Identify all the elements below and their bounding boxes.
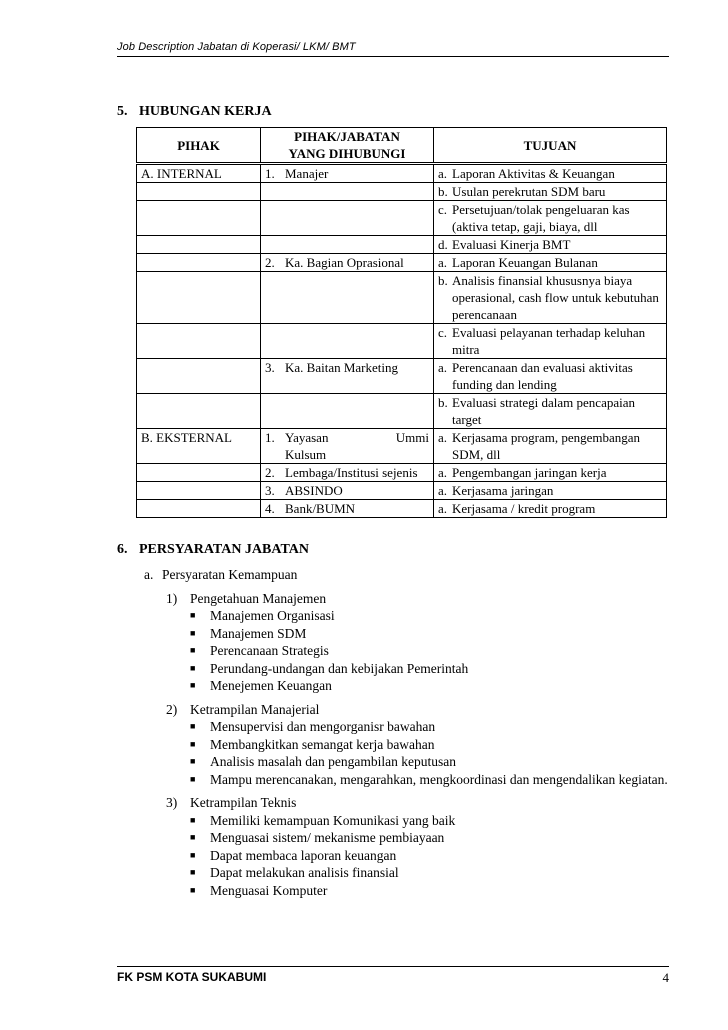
cell-jabatan [261, 254, 434, 272]
cell-tujuan [434, 254, 667, 272]
square-bullet-icon: ■ [190, 867, 196, 877]
tujuan-text: Kerjasama jaringan [452, 483, 554, 498]
table-row [137, 201, 667, 236]
tujuan-item [438, 464, 662, 481]
cell-pihak [137, 482, 261, 500]
group-marker: 1) [166, 590, 178, 606]
tujuan-item [438, 254, 662, 271]
requirement-text: Perencanaan Strategis [210, 643, 329, 658]
table-row [137, 394, 667, 429]
group-marker: 2) [166, 701, 178, 717]
cell-pihak [137, 324, 261, 359]
jabatan-item [265, 165, 429, 182]
requirement-item [190, 771, 669, 789]
cell-tujuan [434, 482, 667, 500]
group-label: Ketrampilan Teknis [190, 795, 297, 810]
cell-pihak [137, 500, 261, 518]
requirement-subsection [144, 566, 669, 584]
table-row [137, 236, 667, 254]
square-bullet-icon: ■ [190, 773, 196, 784]
relations-table [136, 127, 667, 518]
tujuan-item [438, 236, 662, 253]
requirement-group [166, 590, 669, 695]
requirement-text: Perundang-undangan dan kebijakan Pemerintah [210, 660, 469, 676]
tujuan-item [438, 359, 662, 393]
group-title [166, 701, 669, 719]
col-header-pihak: PIHAK [137, 128, 261, 164]
table-row [137, 482, 667, 500]
tujuan-marker: a. [438, 430, 448, 445]
tujuan-text: Evaluasi Kinerja BMT [452, 237, 571, 252]
table-row [137, 500, 667, 518]
tujuan-text: Laporan Aktivitas & Keuangan [452, 166, 615, 181]
cell-jabatan [261, 272, 434, 324]
tujuan-item [438, 324, 662, 358]
requirement-item [190, 677, 669, 695]
tujuan-item [438, 500, 662, 517]
tujuan-marker: a. [438, 255, 448, 270]
table-row [137, 429, 667, 464]
table-row [137, 359, 667, 394]
tujuan-text: Persetujuan/tolak pengeluaran kas (aktiva tetap, gaji, biaya, dll [452, 202, 630, 234]
square-bullet-icon: ■ [190, 662, 196, 673]
jabatan-line: Kulsum [285, 447, 327, 462]
section-5-title [117, 104, 272, 120]
cell-tujuan [434, 500, 667, 518]
square-bullet-icon: ■ [190, 627, 196, 638]
requirement-text: Menguasai Komputer [210, 882, 328, 898]
tujuan-text: Usulan perekrutan SDM baru [452, 184, 606, 199]
requirement-item [190, 718, 669, 736]
cell-pihak [137, 183, 261, 201]
tujuan-marker: a. [438, 501, 448, 516]
table-row [137, 183, 667, 201]
cell-tujuan [434, 464, 667, 482]
jabatan-text: Manajer [285, 166, 329, 181]
requirement-text: Membangkitkan semangat kerja bawahan [210, 736, 435, 752]
tujuan-text: Perencanaan dan evaluasi aktivitas funding dan lending [452, 360, 633, 392]
section-5-number: 5. [117, 104, 128, 119]
tujuan-item [438, 165, 662, 182]
cell-pihak [137, 254, 261, 272]
requirement-item [190, 642, 669, 660]
square-bullet-icon: ■ [190, 832, 196, 842]
group-label: Pengetahuan Manajemen [190, 590, 327, 606]
tujuan-text: Pengembangan jaringan kerja [452, 465, 607, 480]
col-header-tujuan: TUJUAN [434, 128, 667, 164]
requirement-text: Dapat membaca laporan keuangan [210, 847, 397, 863]
cell-jabatan [261, 324, 434, 359]
jabatan-item [265, 254, 429, 271]
requirement-text: Menguasai sistem/ mekanisme pembiayaan [210, 830, 445, 845]
header-rule [117, 56, 669, 57]
jabatan-item [265, 359, 429, 376]
square-bullet-icon: ■ [190, 610, 196, 620]
cell-tujuan [434, 324, 667, 359]
table-row [137, 164, 667, 183]
cell-tujuan [434, 359, 667, 394]
jabatan-text: Bank/BUMN [285, 501, 356, 516]
group-label: Ketrampilan Manajerial [190, 701, 320, 717]
group-title [166, 590, 669, 608]
tujuan-item [438, 272, 662, 323]
cell-tujuan [434, 164, 667, 183]
group-marker: 3) [166, 795, 178, 810]
jabatan-marker: 3. [265, 360, 275, 375]
square-bullet-icon: ■ [190, 738, 196, 749]
tujuan-item [438, 482, 662, 499]
table-row [137, 272, 667, 324]
cell-jabatan [261, 359, 434, 394]
square-bullet-icon: ■ [190, 884, 196, 895]
cell-pihak: B. EKSTERNAL [137, 429, 261, 464]
tujuan-text: Kerjasama program, pengembangan SDM, dll [452, 430, 641, 462]
jabatan-text: Lembaga/Institusi sejenis [285, 465, 418, 480]
requirement-text: Mampu merencanakan, mengarahkan, mengkoordinasi dan mengendalikan kegiatan. [210, 771, 668, 787]
jabatan-item [265, 482, 429, 499]
requirement-text: Analisis masalah dan pengambilan keputusan [210, 754, 456, 769]
requirement-item [190, 753, 669, 771]
jabatan-word: Ummi [395, 430, 429, 445]
tujuan-marker: a. [438, 465, 448, 480]
group-title [166, 794, 669, 812]
cell-tujuan [434, 272, 667, 324]
square-bullet-icon: ■ [190, 680, 196, 690]
square-bullet-icon: ■ [190, 814, 196, 825]
requirement-text: Memiliki kemampuan Komunikasi yang baik [210, 812, 456, 828]
square-bullet-icon: ■ [190, 645, 196, 655]
tujuan-item [438, 394, 662, 428]
requirement-text: Manajemen Organisasi [210, 608, 335, 623]
tujuan-text: Analisis finansial khususnya biaya operasional, cash flow untuk kebutuhan perencanaan [452, 273, 659, 322]
requirement-item [190, 736, 669, 754]
requirement-group [166, 701, 669, 789]
cell-jabatan [261, 236, 434, 254]
jabatan-marker: 1. [265, 166, 275, 181]
tujuan-marker: b. [438, 184, 448, 199]
cell-jabatan [261, 482, 434, 500]
tujuan-marker: c. [438, 202, 448, 217]
jabatan-text: Ka. Baitan Marketing [285, 360, 398, 375]
requirement-text: Mensupervisi dan mengorganisr bawahan [210, 719, 436, 734]
col-header-jabatan: PIHAK/JABATAN YANG DIHUBUNGI [261, 128, 434, 164]
tujuan-marker: b. [438, 273, 448, 288]
requirements-list [144, 566, 669, 899]
cell-tujuan [434, 183, 667, 201]
requirement-item [190, 660, 669, 678]
cell-jabatan [261, 201, 434, 236]
cell-jabatan [261, 183, 434, 201]
jabatan-marker: 2. [265, 465, 275, 480]
cell-pihak [137, 394, 261, 429]
section-6-label: PERSYARATAN JABATAN [139, 542, 309, 557]
tujuan-marker: c. [438, 325, 448, 340]
tujuan-marker: a. [438, 360, 448, 375]
cell-jabatan [261, 394, 434, 429]
cell-tujuan [434, 201, 667, 236]
jabatan-item [265, 429, 429, 463]
tujuan-item [438, 429, 662, 463]
requirement-item [190, 882, 669, 900]
cell-tujuan [434, 394, 667, 429]
requirement-item [190, 847, 669, 865]
square-bullet-icon: ■ [190, 756, 196, 766]
cell-pihak [137, 272, 261, 324]
running-header: Job Description Jabatan di Koperasi/ LKM/ BMT [117, 41, 356, 53]
cell-jabatan [261, 500, 434, 518]
square-bullet-icon: ■ [190, 721, 196, 731]
section-6-number: 6. [117, 542, 128, 557]
requirement-item [190, 864, 669, 882]
cell-pihak: A. INTERNAL [137, 164, 261, 183]
jabatan-item [265, 464, 429, 481]
tujuan-marker: a. [438, 166, 448, 181]
jabatan-text [285, 429, 429, 463]
table-row [137, 254, 667, 272]
requirement-item [190, 812, 669, 830]
table-row [137, 324, 667, 359]
tujuan-item [438, 201, 662, 235]
tujuan-text: Kerjasama / kredit program [452, 501, 596, 516]
requirement-item [190, 829, 669, 847]
requirement-item [190, 607, 669, 625]
table-row [137, 464, 667, 482]
cell-tujuan [434, 236, 667, 254]
jabatan-text: ABSINDO [285, 483, 343, 498]
tujuan-item [438, 183, 662, 200]
requirement-group [166, 794, 669, 899]
page-number: 4 [662, 970, 669, 985]
cell-jabatan [261, 429, 434, 464]
section-6-title [117, 542, 309, 558]
cell-tujuan [434, 429, 667, 464]
cell-jabatan [261, 164, 434, 183]
requirement-text: Manajemen SDM [210, 625, 307, 641]
subsection-marker: a. [144, 567, 154, 582]
cell-pihak [137, 236, 261, 254]
cell-jabatan [261, 464, 434, 482]
requirement-text: Menejemen Keuangan [210, 678, 332, 693]
footer-rule [117, 966, 669, 967]
subsection-title: Persyaratan Kemampuan [162, 567, 298, 582]
tujuan-marker: b. [438, 395, 448, 410]
cell-pihak [137, 464, 261, 482]
footer-title: FK PSM KOTA SUKABUMI [117, 970, 267, 984]
requirement-text: Dapat melakukan analisis finansial [210, 865, 399, 880]
jabatan-marker: 4. [265, 501, 275, 516]
jabatan-text: Ka. Bagian Oprasional [285, 255, 404, 270]
cell-pihak [137, 201, 261, 236]
cell-pihak [137, 359, 261, 394]
jabatan-word: Yayasan [285, 430, 329, 445]
square-bullet-icon: ■ [190, 849, 196, 860]
tujuan-text: Laporan Keuangan Bulanan [452, 255, 598, 270]
tujuan-text: Evaluasi strategi dalam pencapaian target [452, 395, 636, 427]
tujuan-marker: d. [438, 237, 448, 252]
requirement-item [190, 625, 669, 643]
jabatan-item [265, 500, 429, 517]
jabatan-marker: 1. [265, 430, 275, 445]
jabatan-marker: 2. [265, 255, 275, 270]
tujuan-marker: a. [438, 483, 448, 498]
tujuan-text: Evaluasi pelayanan terhadap keluhan mitra [452, 325, 646, 357]
jabatan-marker: 3. [265, 483, 275, 498]
section-5-label: HUBUNGAN KERJA [139, 104, 272, 119]
jabatan-line [285, 429, 429, 446]
